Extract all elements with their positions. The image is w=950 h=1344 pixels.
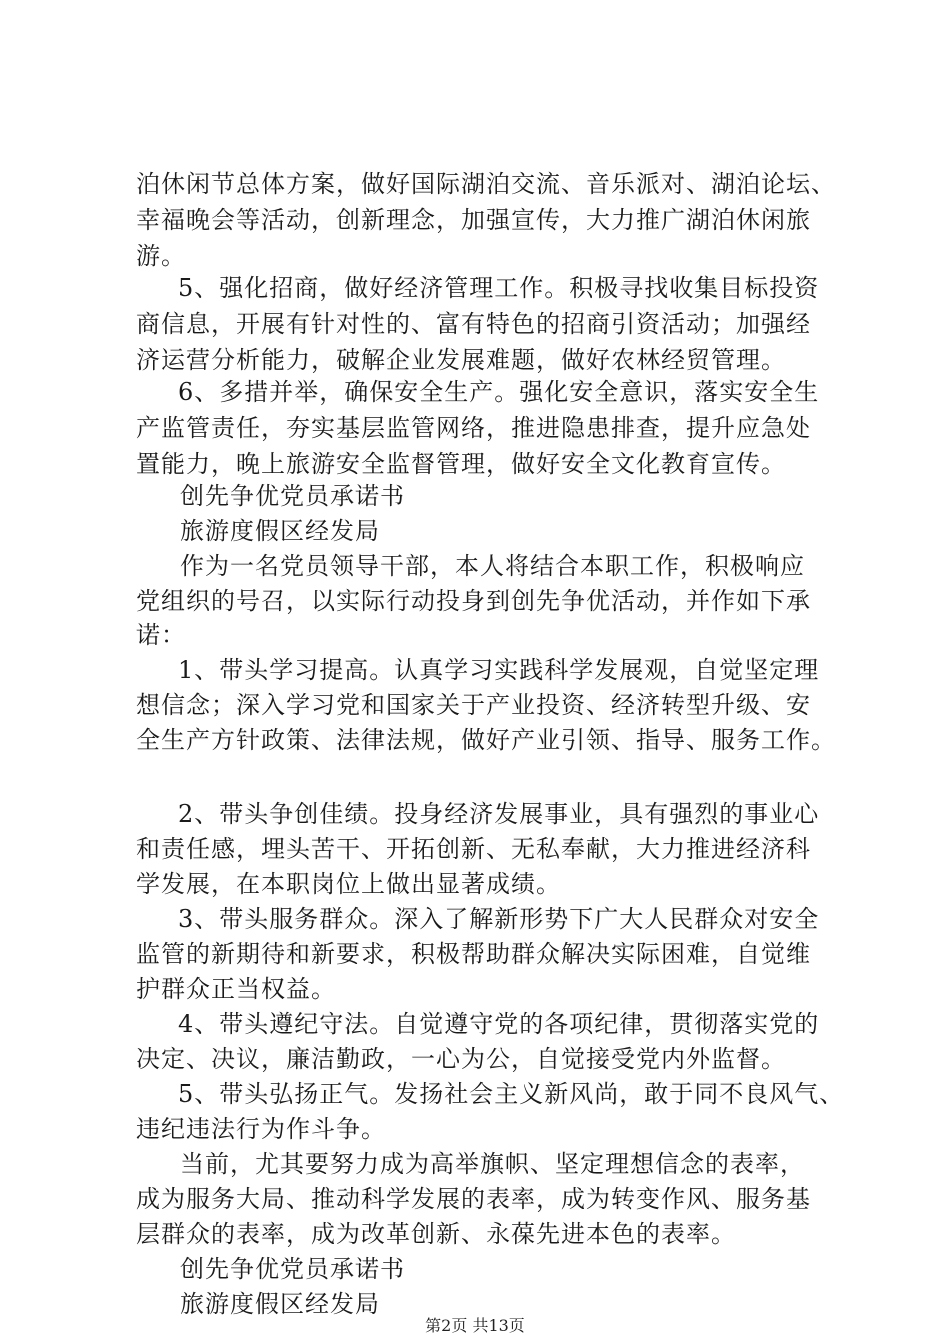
text-line: 诺： [136,621,186,649]
text-line: 置能力，晚上旅游安全监督管理，做好安全文化教育宣传。 [136,450,786,478]
text-line: 济运营分析能力，破解企业发展难题，做好农林经贸管理。 [136,346,786,374]
text-line: 和责任感，埋头苦干、开拓创新、无私奉献，大力推进经济科 [136,835,811,863]
text-line: 层群众的表率，成为改革创新、永葆先进本色的表率。 [136,1220,736,1248]
text-line: 游。 [136,242,186,270]
text-line: 想信念；深入学习党和国家关于产业投资、经济转型升级、安 [136,691,811,719]
text-line: 4、带头遵纪守法。自觉遵守党的各项纪律，贯彻落实党的 [178,1010,820,1038]
text-line: 泊休闲节总体方案，做好国际湖泊交流、音乐派对、湖泊论坛、 [136,170,836,198]
text-line: 幸福晚会等活动，创新理念，加强宣传，大力推广湖泊休闲旅 [136,206,811,234]
text-line: 作为一名党员领导干部，本人将结合本职工作，积极响应 [180,552,805,580]
text-line: 3、带头服务群众。深入了解新形势下广大人民群众对安全 [178,905,820,933]
text-line: 监管的新期待和新要求，积极帮助群众解决实际困难，自觉维 [136,940,811,968]
text-line: 5、带头弘扬正气。发扬社会主义新风尚，敢于同不良风气、 [178,1080,845,1108]
text-line: 5、强化招商，做好经济管理工作。积极寻找收集目标投资 [178,274,820,302]
text-line: 护群众正当权益。 [136,975,336,1003]
text-line: 产监管责任，夯实基层监管网络，推进隐患排查，提升应急处 [136,414,811,442]
text-line: 党组织的号召，以实际行动投身到创先争优活动，并作如下承 [136,587,811,615]
text-line: 违纪违法行为作斗争。 [136,1115,386,1143]
text-line: 6、多措并举，确保安全生产。强化安全意识，落实安全生 [178,378,820,406]
text-line: 1、带头学习提高。认真学习实践科学发展观，自觉坚定理 [178,656,820,684]
section-title: 创先争优党员承诺书 [180,1255,405,1283]
text-line: 商信息，开展有针对性的、富有特色的招商引资活动；加强经 [136,310,811,338]
section-title: 创先争优党员承诺书 [180,482,405,510]
text-line: 当前，尤其要努力成为高举旗帜、坚定理想信念的表率， [180,1150,805,1178]
text-line: 全生产方针政策、法律法规，做好产业引领、指导、服务工作。 [136,726,836,754]
text-line: 学发展，在本职岗位上做出显著成绩。 [136,870,561,898]
text-line: 成为服务大局、推动科学发展的表率，成为转变作风、服务基 [136,1185,811,1213]
text-line: 2、带头争创佳绩。投身经济发展事业，具有强烈的事业心 [178,800,820,828]
text-line: 决定、决议，廉洁勤政，一心为公，自觉接受党内外监督。 [136,1045,786,1073]
section-subtitle: 旅游度假区经发局 [180,517,380,545]
page-number-footer: 第2页 共13页 [425,1316,525,1335]
section-subtitle: 旅游度假区经发局 [180,1290,380,1318]
